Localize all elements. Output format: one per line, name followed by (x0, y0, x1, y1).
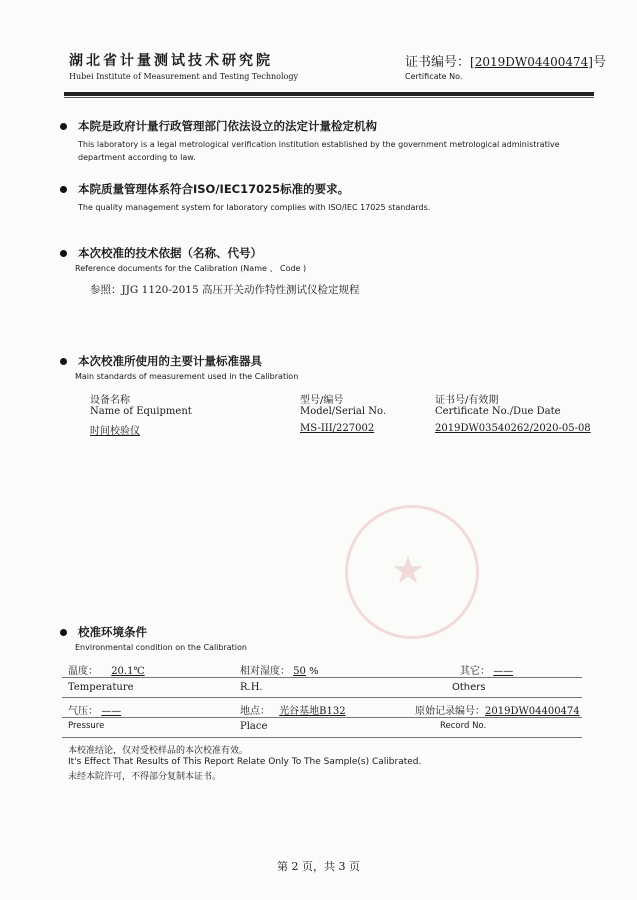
equipment-model: MS-III/227002 (300, 423, 375, 434)
section-environment-en: Environmental condition on the Calibration (75, 643, 247, 652)
section-standards-heading: 本次校准所使用的主要计量标准器具 (78, 354, 262, 368)
record-en: Record No. (440, 721, 487, 731)
note-validity-cn: 本校准结论，仅对受校样品的本次校准有效。 (68, 746, 249, 756)
org-name-cn: 湖北省计量测试技术研究院 (69, 53, 273, 69)
temperature-value: 20.1℃ (111, 666, 145, 677)
temperature-en: Temperature (68, 682, 134, 693)
bullet-icon (60, 250, 67, 257)
temperature-label: 温度： (68, 666, 98, 677)
org-name-en: Hubei Institute of Measurement and Testing Technology (69, 72, 298, 81)
section-reference-en: Reference documents for the Calibration (Name 、 Code ) (75, 264, 307, 273)
divider (62, 677, 582, 678)
certificate-label: 证书编号： (405, 55, 471, 70)
divider (62, 697, 582, 698)
record-value: 2019DW04400474 (485, 706, 580, 717)
others-label: 其它： (460, 666, 490, 677)
page-number: 第 2 页，共 3 页 (277, 860, 360, 873)
temperature-field (68, 662, 145, 677)
col-cert-cn: 证书号/有效期 (435, 395, 499, 406)
others-value: —— (493, 666, 514, 677)
place-value: 光谷基地B132 (279, 706, 346, 717)
record-label: 原始记录编号： (415, 706, 485, 717)
certificate-value: [2019DW04400474] (470, 55, 593, 69)
section-environment-heading: 校准环境条件 (78, 625, 147, 639)
equipment-cert: 2019DW03540262/2020-05-08 (435, 423, 591, 434)
note-copy: 未经本院许可，不得部分复制本证书。 (68, 772, 222, 782)
section-legal-heading: 本院是政府计量行政管理部门依法设立的法定计量检定机构 (78, 119, 377, 133)
reference-document: 参照：JJG 1120-2015 高压开关动作特性测试仪检定规程 (90, 284, 360, 296)
pressure-value: —— (101, 706, 122, 717)
divider (62, 717, 582, 718)
col-equipment-cn: 设备名称 (90, 395, 130, 406)
col-cert-en: Certificate No./Due Date (435, 406, 561, 417)
section-quality-heading: 本院质量管理体系符合ISO/IEC17025标准的要求。 (78, 182, 350, 196)
col-equipment-en: Name of Equipment (90, 406, 192, 417)
others-field (460, 662, 513, 677)
humidity-en: R.H. (240, 682, 263, 693)
pressure-label: 气压： (68, 706, 98, 717)
place-en: Place (240, 721, 268, 732)
place-field (240, 702, 346, 717)
note-validity-en: It's Effect That Results of This Report Relate Only To The Sample(s) Calibrated. (68, 757, 422, 767)
section-legal-text: This laboratory is a legal metrological verification institution established by the government metrological administrative department according to law. (78, 140, 560, 162)
header-rule-thin (64, 97, 594, 98)
bullet-icon (60, 629, 67, 636)
header-rule (64, 92, 594, 96)
humidity-value: 50 (293, 666, 306, 677)
record-field (415, 702, 580, 717)
others-en: Others (452, 682, 486, 693)
pressure-en: Pressure (68, 721, 105, 731)
place-label: 地点： (240, 706, 270, 717)
bullet-icon (60, 186, 67, 193)
divider (62, 737, 582, 738)
col-model-cn: 型号/编号 (300, 395, 344, 406)
section-standards-en: Main standards of measurement used in the Calibration (75, 372, 299, 381)
bullet-icon (60, 123, 67, 130)
humidity-label: 相对湿度： (240, 666, 290, 677)
section-quality-text: The quality management system for laboratory complies with ISO/IEC 17025 standards. (78, 203, 431, 212)
pressure-field (68, 702, 121, 717)
certificate-label-en: Certificate No. (405, 72, 463, 81)
col-model-en: Model/Serial No. (300, 406, 387, 417)
section-reference-heading: 本次校准的技术依据（名称、代号） (78, 246, 262, 260)
certificate-number (405, 51, 606, 70)
certificate-suffix: 号 (592, 55, 606, 70)
bullet-icon (60, 358, 67, 365)
star-icon: ★ (391, 548, 426, 592)
humidity-field (240, 662, 319, 677)
humidity-unit: % (309, 666, 319, 677)
equipment-name: 时间校验仪 (90, 426, 140, 437)
